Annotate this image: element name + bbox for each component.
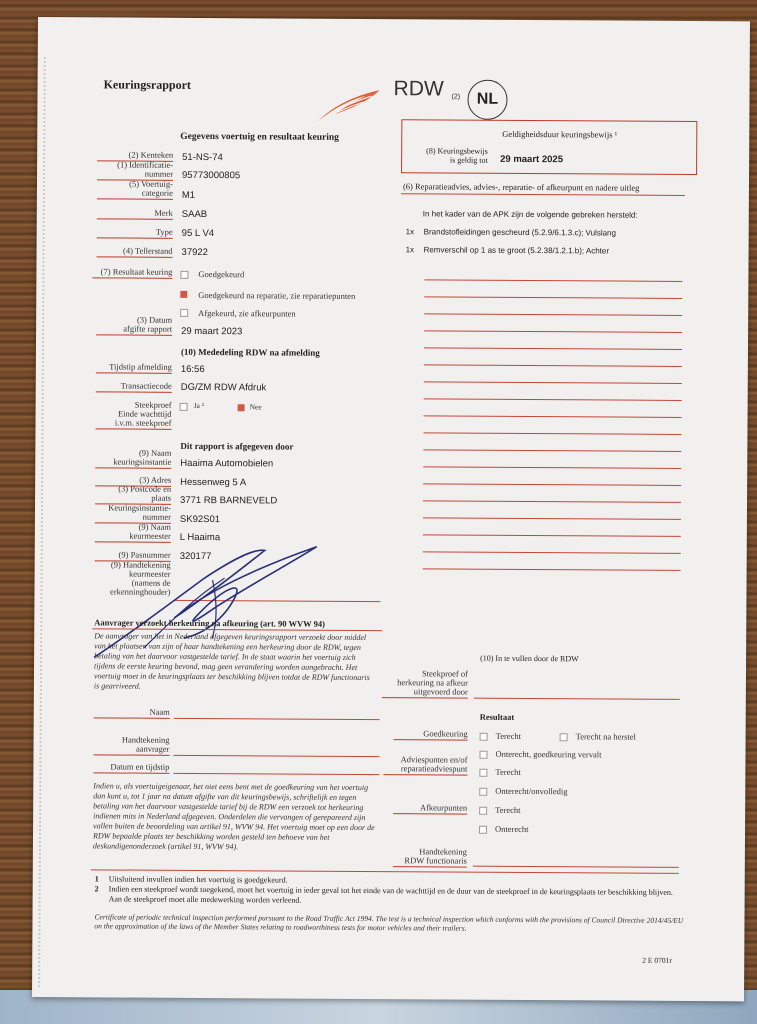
label-steekproef-uitgevoerd: Steekproef of herkeuring na afkeur uitgevoerd door [382,669,468,699]
label-adviespunten: Adviespunten en/of reparatieadviespunt [383,755,467,776]
label-postcode: (3) Postcode en plaats [95,484,171,504]
repair-item-text: Remverschil op 1 as te groot (5.2.38/1.2.1.b); Achter [423,245,610,256]
label-tijdstip: Tijdstip afmelding [96,362,172,373]
footnote-number: 1 [94,874,99,884]
repair-ruled-line [424,296,682,299]
label-goedkeuring: Goedkeuring [394,729,468,740]
label-merk: Merk [97,208,173,219]
label-datum-afgifte: (3) Datum afgifte rapport [96,315,172,335]
checkbox-afkeurpunten-onterecht [479,826,487,834]
repair-intro: In het kader van de APK zijn de volgende gebreken hersteld: [422,209,638,220]
value-adres: Hessenweg 5 A [180,476,247,489]
repair-ruled-line [423,432,681,435]
steekproef-nee-checkbox-checked [238,404,245,411]
result-option-goedgekeurd: Goedgekeurd [198,268,245,280]
value-pasnummer: 320177 [179,550,212,563]
steekproef-ja-checkbox [180,403,188,411]
value-datum-afgifte: 29 maart 2023 [181,325,243,338]
option-afkeurpunten-onterecht: Onterecht [495,823,529,835]
repair-ruled-line [424,415,682,418]
name-line [174,718,380,720]
repair-ruled-line [424,279,682,282]
label-afkeurpunten: Afkeurpunten [393,803,467,814]
label-handtekening-aanvrager: Handtekening aanvrager [93,735,169,755]
repair-item-qty: 1x [405,227,415,237]
label-voertuigcategorie: (5) Voertuig- categorie [97,179,173,199]
repair-ruled-line [423,500,681,503]
result-title: Resultaat [479,711,515,722]
option-adviespunten-onterecht: Onterecht/onvolledig [495,785,568,797]
option-afkeurpunten-terecht: Terecht [495,804,521,815]
label-kenteken: (2) Kenteken [97,150,173,161]
repair-ruled-line [423,466,681,469]
option-adviespunten-terecht: Terecht [495,766,521,777]
reinspection-title: Aanvrager verzoekt herkeuring na afkeuring (art. 90 WVW 94) [94,617,326,629]
checkbox-adviespunten-onterecht [479,788,487,796]
option-goedkeuring-terecht-na-herstel: Terecht na herstel [575,731,636,742]
label-naam-aanvrager: Naam [94,707,170,718]
repair-ruled-line [423,449,681,452]
value-postcode: 3771 RB BARNEVELD [180,494,278,507]
validity-value: 29 maart 2025 [500,153,564,166]
validity-label: (8) Keuringsbewijs is geldig tot [426,146,488,165]
repair-ruled-line [423,534,681,537]
checkbox-goedkeuring-onterecht [479,751,487,759]
form-code: 2 E 0701r [642,955,672,965]
option-goedkeuring-terecht: Terecht [495,730,522,741]
issuer-section-title: Dit rapport is afgegeven door [180,440,294,452]
footnote-number: 2 [94,884,99,894]
perforation-edge [38,57,54,987]
footnote-text: Uitsluitend invullen indien het voertuig is goedgekeurd. [108,874,288,885]
rdw-brand-text: RDW [393,77,444,101]
label-naam-keurmeester: (9) Naam keurmeester [95,522,171,542]
repair-item-qty: 1x [405,245,415,255]
validity-box [401,119,697,175]
repair-title-underline [401,193,685,196]
brand-footnote: (2) [451,93,461,101]
steekproef-ja: Ja ² [193,400,205,411]
label-pasnummer: (9) Pasnummer [95,550,171,561]
label-einde-wachttijd: Einde wachttijd i.v.m. steekproef [95,409,171,429]
label-steekproef: Steekproef [134,399,172,410]
steekproef-nee: Nee [249,402,262,412]
signature-aanvrager-line [173,755,379,757]
repair-ruled-line [423,517,681,520]
value-kenteken: 51-NS-74 [182,151,223,164]
rdw-signature-line [473,866,679,868]
reinspection-text-2: Indien u, als voertuigeigenaar, het niet eens bent met de goedkeuring van het voertuig dan kunt u, tot 1 jaar na datum afgifte van dit keuringsbewijs, schriftelijk en tegen betaling van het daarvoor vastgestelde tarief bij de RDW een verzoek tot herkeuring indienen mits in Nederland afgegeven. Onderdelen die vervangen of gerepareerd zijn vallen buiten de beoordeling van artikel 91, WVW 94. Het voertuig moet op een door de RDW bepaalde plaats ter beschikking worden gesteld ten behoeve van het deskundigenonderzoek (artikel 91, WVW 94). [92,781,375,852]
label-adres: (3) Adres [95,475,171,486]
certificate-text: Certificate of periodic technical inspection performed pursuant to the Road Traffic Act 1994. The test is a technical inspection which conforms with the provisions of Council Directive 2014/45/EU on the approximation of the laws of the Member States relating to roadworthiness tests for motor vehicles and their trailers. [94,912,684,933]
rdw-logo-icon [313,86,383,126]
repair-ruled-line [423,483,681,486]
repair-section-title: (6) Reparatieadvies, advies-, reparatie- of afkeurpunt en nadere uitleg [402,181,640,193]
footnote-separator [91,869,679,874]
vehicle-section-title: Gegevens voertuig en resultaat keuring [180,131,339,143]
label-resultaat-keuring: (7) Resultaat keuring [92,267,172,278]
checkbox-afkeurpunten-terecht [479,807,487,815]
repair-ruled-line [424,330,682,333]
result-checkbox-goedgekeurd [180,271,188,279]
rdw-fill-title: (10) In te vullen door de RDW [480,653,579,664]
value-naam-keurmeester: L Haaima [179,531,221,544]
value-merk: SAAB [181,208,208,221]
value-identificatienummer: 95773000805 [182,169,241,182]
label-handtekening-keurmeester: (9) Handtekening keurmeester (namens de erkenninghouder) [110,559,171,597]
repair-ruled-line [424,347,682,350]
repair-ruled-line [424,381,682,384]
inspection-report-document [32,17,750,1001]
repair-ruled-line [424,313,682,316]
label-identificatienummer: (1) Identificatie- nummer [97,160,173,180]
value-type: 95 L V4 [181,227,215,240]
result-option-afgekeurd: Afgekeurd, zie afkeurpunten [198,307,296,319]
checkbox-goedkeuring-terecht [480,733,488,741]
notification-section-title: (10) Mededeling RDW na afmelding [180,346,320,358]
date-line [173,773,379,775]
value-keuringsinstantienummer: SK92S01 [179,513,221,526]
result-checkbox-afgekeurd [180,309,188,317]
repair-ruled-line [423,568,681,571]
value-voertuigcategorie: M1 [181,189,196,201]
result-option-reparatie: Goedgekeurd na reparatie, zie reparatiepunten [198,289,356,301]
checkbox-goedkeuring-terecht-na-herstel [560,733,568,741]
value-transactiecode: DG/ZM RDW Afdruk [180,381,267,394]
repair-item-text: Brandstofleidingen gescheurd (5.2.9/6.1.3.c); Vulslang [423,227,616,238]
uitgevoerd-line [474,698,680,700]
label-type: Type [97,227,173,238]
checkbox-adviespunten-terecht [479,769,487,777]
validity-title: Geldigheidsduur keuringsbewijs ¹ [502,128,618,140]
result-checkbox-reparatie-checked [180,291,187,298]
country-badge: NL [467,80,507,120]
repair-ruled-line [424,364,682,367]
label-naam-keuringsinstantie: (9) Naam keuringsinstantie [95,448,171,468]
option-goedkeuring-onterecht: Onterecht, goedkeuring vervalt [495,748,602,760]
label-handtekening-rdw: Handtekening RDW functionaris [393,847,467,867]
label-tellerstand: (4) Tellerstand [97,246,173,257]
label-datum-tijdstip: Datum en tijdstip [93,762,169,773]
value-tijdstip: 16:56 [180,363,205,376]
label-transactiecode: Transactiecode [96,381,172,392]
value-tellerstand: 37922 [181,246,209,259]
repair-ruled-line [423,551,681,554]
footnote-text: Indien een steekproef wordt toegekend, moet het voertuig in ieder geval tot het einde van de wachttijd en de duur van de steekproef in de keuringsplaats ter beschikking blijven. Aan de steekproef moet alle medewerking worden verleend. [108,884,673,905]
value-naam-keuringsinstantie: Haaima Automobielen [180,457,274,470]
repair-ruled-line [424,398,682,401]
reinspection-text: De aanvrager van het in Nederland afgegeven keuringsrapport verzoekt door middel van het plaatsen van zijn of haar handtekening een herkeuring door de RDW, tegen betaling van het daarvoor vastgestelde tarief. In de staat waarin het voertuig zich tijdens de eerste keuring bevond, mag geen verandering worden aangebracht. Het voertuig moet in de keuringsplaats ter beschikking blijven totdat de RDW functionaris is gearriveerd. [93,631,370,691]
document-title: Keuringsrapport [103,77,191,92]
label-keuringsinstantienummer: Keuringsinstantie- nummer [95,503,171,523]
